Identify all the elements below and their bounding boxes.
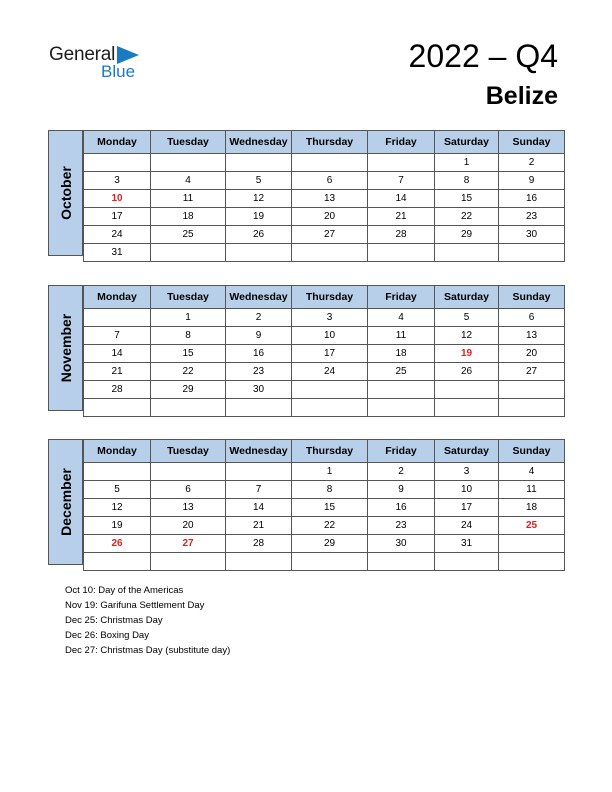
day-cell — [151, 553, 226, 571]
day-cell: 22 — [292, 517, 368, 535]
day-cell: 30 — [368, 535, 435, 553]
day-cell: 20 — [151, 517, 226, 535]
week-row — [84, 481, 565, 499]
day-cell: 23 — [226, 363, 292, 381]
day-cell: 2 — [499, 154, 565, 172]
day-cell: 28 — [368, 226, 435, 244]
day-cell — [368, 553, 435, 571]
logo-general-text: General — [49, 44, 116, 65]
day-cell: 17 — [84, 208, 151, 226]
day-cell: 16 — [499, 190, 565, 208]
day-cell: 16 — [368, 499, 435, 517]
day-cell: 1 — [435, 154, 499, 172]
week-row — [84, 499, 565, 517]
week-row — [84, 327, 565, 345]
day-cell: 20 — [499, 345, 565, 363]
weekday-header: Saturday — [435, 440, 499, 463]
day-cell — [151, 244, 226, 262]
week-row — [84, 190, 565, 208]
day-cell: 24 — [84, 226, 151, 244]
day-cell: 15 — [151, 345, 226, 363]
week-row — [84, 535, 565, 553]
day-cell: 3 — [435, 463, 499, 481]
month-table — [83, 285, 565, 417]
day-cell: 1 — [292, 463, 368, 481]
day-cell: 30 — [499, 226, 565, 244]
weekday-header: Thursday — [292, 440, 368, 463]
holiday-list-item: Dec 27: Christmas Day (substitute day) — [65, 645, 231, 656]
day-cell: 2 — [226, 309, 292, 327]
day-cell: 15 — [292, 499, 368, 517]
day-cell: 8 — [292, 481, 368, 499]
day-cell: 7 — [226, 481, 292, 499]
day-cell: 18 — [499, 499, 565, 517]
weekday-header: Tuesday — [151, 131, 226, 154]
holiday-day-cell: 25 — [499, 517, 565, 535]
weekday-header: Friday — [368, 440, 435, 463]
day-cell — [292, 244, 368, 262]
day-cell — [84, 399, 151, 417]
weekday-header: Saturday — [435, 286, 499, 309]
day-cell — [435, 399, 499, 417]
day-cell — [226, 463, 292, 481]
day-cell: 22 — [435, 208, 499, 226]
weekday-header: Wednesday — [226, 131, 292, 154]
day-cell: 11 — [151, 190, 226, 208]
weekday-header: Sunday — [499, 440, 565, 463]
day-cell: 4 — [499, 463, 565, 481]
day-cell — [292, 399, 368, 417]
day-cell: 6 — [292, 172, 368, 190]
day-cell: 7 — [84, 327, 151, 345]
day-cell — [499, 244, 565, 262]
day-cell — [435, 381, 499, 399]
day-cell — [84, 154, 151, 172]
week-row — [84, 553, 565, 571]
weekday-header: Monday — [84, 131, 151, 154]
week-row — [84, 345, 565, 363]
day-cell — [226, 553, 292, 571]
day-cell: 4 — [368, 309, 435, 327]
weekday-header-row — [84, 440, 565, 463]
day-cell: 3 — [292, 309, 368, 327]
day-cell — [292, 154, 368, 172]
day-cell: 24 — [292, 363, 368, 381]
day-cell: 6 — [499, 309, 565, 327]
holiday-list — [65, 583, 230, 658]
day-cell: 8 — [435, 172, 499, 190]
weekday-header-row — [84, 131, 565, 154]
holiday-day-cell: 10 — [84, 190, 151, 208]
day-cell: 31 — [84, 244, 151, 262]
day-cell: 12 — [435, 327, 499, 345]
day-cell: 18 — [368, 345, 435, 363]
day-cell: 29 — [151, 381, 226, 399]
month-name: October — [57, 166, 74, 220]
week-row — [84, 381, 565, 399]
day-cell: 24 — [435, 517, 499, 535]
day-cell — [226, 154, 292, 172]
weekday-header-row — [84, 286, 565, 309]
day-cell: 17 — [435, 499, 499, 517]
weekday-header: Wednesday — [226, 286, 292, 309]
day-cell — [226, 244, 292, 262]
month-name: December — [57, 468, 74, 536]
day-cell: 9 — [499, 172, 565, 190]
day-cell — [499, 535, 565, 553]
day-cell: 21 — [84, 363, 151, 381]
weekday-header: Monday — [84, 440, 151, 463]
week-row — [84, 463, 565, 481]
day-cell: 16 — [226, 345, 292, 363]
day-cell: 29 — [435, 226, 499, 244]
day-cell — [368, 244, 435, 262]
day-cell: 5 — [226, 172, 292, 190]
country-name: Belize — [485, 82, 558, 110]
week-row — [84, 517, 565, 535]
day-cell: 15 — [435, 190, 499, 208]
holiday-day-cell: 26 — [84, 535, 151, 553]
day-cell: 25 — [151, 226, 226, 244]
day-cell: 12 — [226, 190, 292, 208]
day-cell: 27 — [292, 226, 368, 244]
day-cell: 4 — [151, 172, 226, 190]
day-cell — [292, 381, 368, 399]
month-label — [48, 285, 83, 411]
day-cell — [151, 399, 226, 417]
day-cell: 26 — [226, 226, 292, 244]
day-cell: 18 — [151, 208, 226, 226]
day-cell: 14 — [368, 190, 435, 208]
week-row — [84, 208, 565, 226]
day-cell — [435, 244, 499, 262]
day-cell: 23 — [368, 517, 435, 535]
holiday-list-item: Oct 10: Day of the Americas — [65, 585, 184, 596]
day-cell — [368, 154, 435, 172]
day-cell — [84, 553, 151, 571]
month-name: November — [57, 313, 74, 383]
day-cell: 28 — [226, 535, 292, 553]
day-cell — [435, 553, 499, 571]
day-cell: 11 — [368, 327, 435, 345]
holiday-list-item: Dec 26: Boxing Day — [65, 630, 149, 641]
day-cell: 23 — [499, 208, 565, 226]
day-cell: 31 — [435, 535, 499, 553]
day-cell — [499, 381, 565, 399]
week-row — [84, 399, 565, 417]
weekday-header: Monday — [84, 286, 151, 309]
day-cell: 21 — [226, 517, 292, 535]
day-cell: 14 — [84, 345, 151, 363]
day-cell: 13 — [151, 499, 226, 517]
day-cell: 12 — [84, 499, 151, 517]
day-cell — [499, 553, 565, 571]
day-cell — [151, 154, 226, 172]
day-cell: 10 — [435, 481, 499, 499]
holiday-list-item: Dec 25: Christmas Day — [65, 615, 163, 626]
weekday-header: Thursday — [292, 286, 368, 309]
day-cell: 9 — [368, 481, 435, 499]
day-cell: 19 — [226, 208, 292, 226]
week-row — [84, 172, 565, 190]
day-cell: 25 — [368, 363, 435, 381]
page-title: 2022 – Q4 — [408, 38, 558, 74]
day-cell: 19 — [84, 517, 151, 535]
month-label — [48, 130, 83, 256]
day-cell — [292, 553, 368, 571]
week-row — [84, 309, 565, 327]
day-cell: 30 — [226, 381, 292, 399]
day-cell — [499, 399, 565, 417]
day-cell: 7 — [368, 172, 435, 190]
weekday-header: Saturday — [435, 131, 499, 154]
day-cell: 21 — [368, 208, 435, 226]
day-cell — [151, 463, 226, 481]
weekday-header: Sunday — [499, 131, 565, 154]
week-row — [84, 154, 565, 172]
week-row — [84, 244, 565, 262]
week-row — [84, 363, 565, 381]
day-cell: 22 — [151, 363, 226, 381]
logo-blue-text: Blue — [101, 62, 136, 81]
day-cell: 20 — [292, 208, 368, 226]
holiday-list-item: Nov 19: Garifuna Settlement Day — [65, 600, 205, 611]
weekday-header: Tuesday — [151, 286, 226, 309]
holiday-day-cell: 19 — [435, 345, 499, 363]
day-cell — [368, 399, 435, 417]
day-cell: 5 — [435, 309, 499, 327]
weekday-header: Sunday — [499, 286, 565, 309]
day-cell: 2 — [368, 463, 435, 481]
day-cell: 27 — [499, 363, 565, 381]
month-label — [48, 439, 83, 565]
weekday-header: Thursday — [292, 131, 368, 154]
day-cell — [226, 399, 292, 417]
day-cell: 6 — [151, 481, 226, 499]
day-cell — [368, 381, 435, 399]
month-table — [83, 439, 565, 571]
day-cell — [84, 309, 151, 327]
day-cell: 26 — [435, 363, 499, 381]
weekday-header: Wednesday — [226, 440, 292, 463]
day-cell: 10 — [292, 327, 368, 345]
day-cell: 11 — [499, 481, 565, 499]
day-cell: 3 — [84, 172, 151, 190]
day-cell: 13 — [499, 327, 565, 345]
week-row — [84, 226, 565, 244]
day-cell: 5 — [84, 481, 151, 499]
day-cell: 8 — [151, 327, 226, 345]
day-cell: 9 — [226, 327, 292, 345]
weekday-header: Tuesday — [151, 440, 226, 463]
day-cell: 29 — [292, 535, 368, 553]
weekday-header: Friday — [368, 286, 435, 309]
day-cell: 1 — [151, 309, 226, 327]
month-table — [83, 130, 565, 262]
generalblue-logo — [49, 44, 149, 84]
day-cell: 14 — [226, 499, 292, 517]
day-cell: 13 — [292, 190, 368, 208]
weekday-header: Friday — [368, 131, 435, 154]
day-cell — [84, 463, 151, 481]
holiday-day-cell: 27 — [151, 535, 226, 553]
day-cell: 28 — [84, 381, 151, 399]
day-cell: 17 — [292, 345, 368, 363]
